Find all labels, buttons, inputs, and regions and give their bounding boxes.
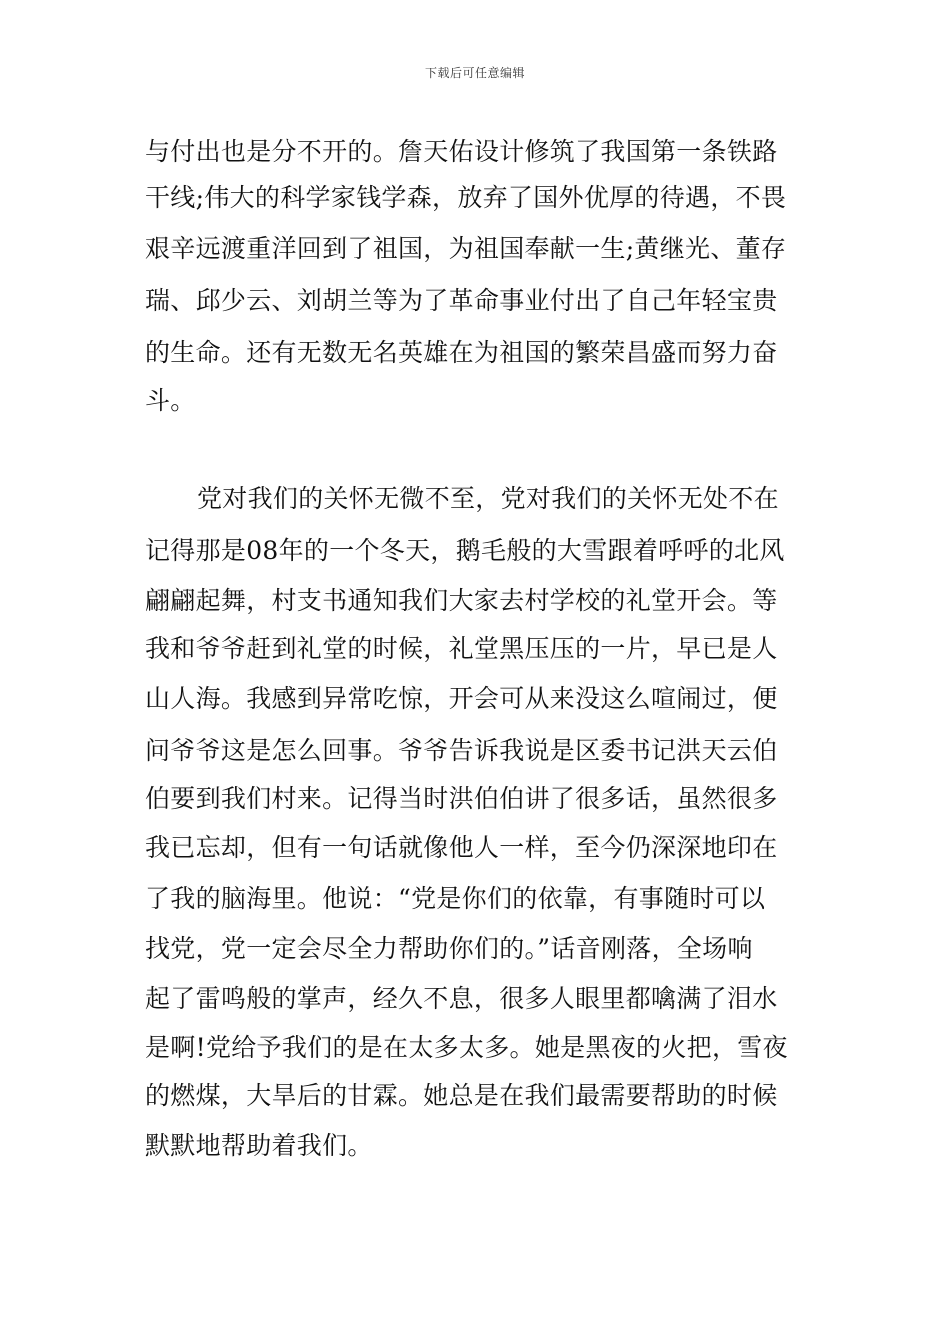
text-line: 干线;伟大的科学家钱学森，放弃了国外优厚的待遇，不畏 [145,183,787,212]
text-line: 党对我们的关怀无微不至，党对我们的关怀无处不在 [197,484,779,513]
text-line: 山人海。我感到异常吃惊，开会可从来没这么喧闹过，便 [145,684,778,713]
page-header: 下载后可任意编辑 [424,66,525,80]
text-line: 起了雷鸣般的掌声，经久不息，很多人眼里都噙满了泪水 [145,984,778,1013]
text-line: 艰辛远渡重洋回到了祖国，为祖国奉献一生;黄继光、董存 [145,234,787,263]
text-line: 伯要到我们村来。记得当时洪伯伯讲了很多话，虽然很多 [145,784,778,813]
text-line: 是啊!党给予我们的是在太多太多。她是黑夜的火把，雪夜 [145,1033,788,1062]
text-line: 的燃煤，大旱后的甘霖。她总是在我们最需要帮助的时候 [145,1081,778,1110]
text-line: 我和爷爷赶到礼堂的时候，礼堂黑压压的一片，早已是人 [145,634,778,663]
text-line: 找党，党一定会尽全力帮助你们的。”话音刚落，全场响 [145,934,753,963]
text-line: 的生命。还有无数无名英雄在为祖国的繁荣昌盛而努力奋 [145,338,778,367]
text-line: 斗。 [145,386,196,415]
text-line: 默默地帮助着我们。 [145,1131,373,1160]
text-line: 瑞、邱少云、刘胡兰等为了革命事业付出了自己年轻宝贵 [145,286,778,315]
text-line: 问爷爷这是怎么回事。爷爷告诉我说是区委书记洪天云伯 [145,736,778,765]
text-line: 记得那是08年的一个冬天，鹅毛般的大雪跟着呼呼的北风 [145,536,785,565]
text-line: 了我的脑海里。他说：“党是你们的依靠，有事随时可以 [145,884,766,913]
text-line: 翩翩起舞，村支书通知我们大家去村学校的礼堂开会。等 [145,586,778,615]
text-line: 与付出也是分不开的。詹天佑设计修筑了我国第一条铁路 [145,137,778,166]
text-line: 我已忘却，但有一句话就像他人一样，至今仍深深地印在 [145,833,778,862]
